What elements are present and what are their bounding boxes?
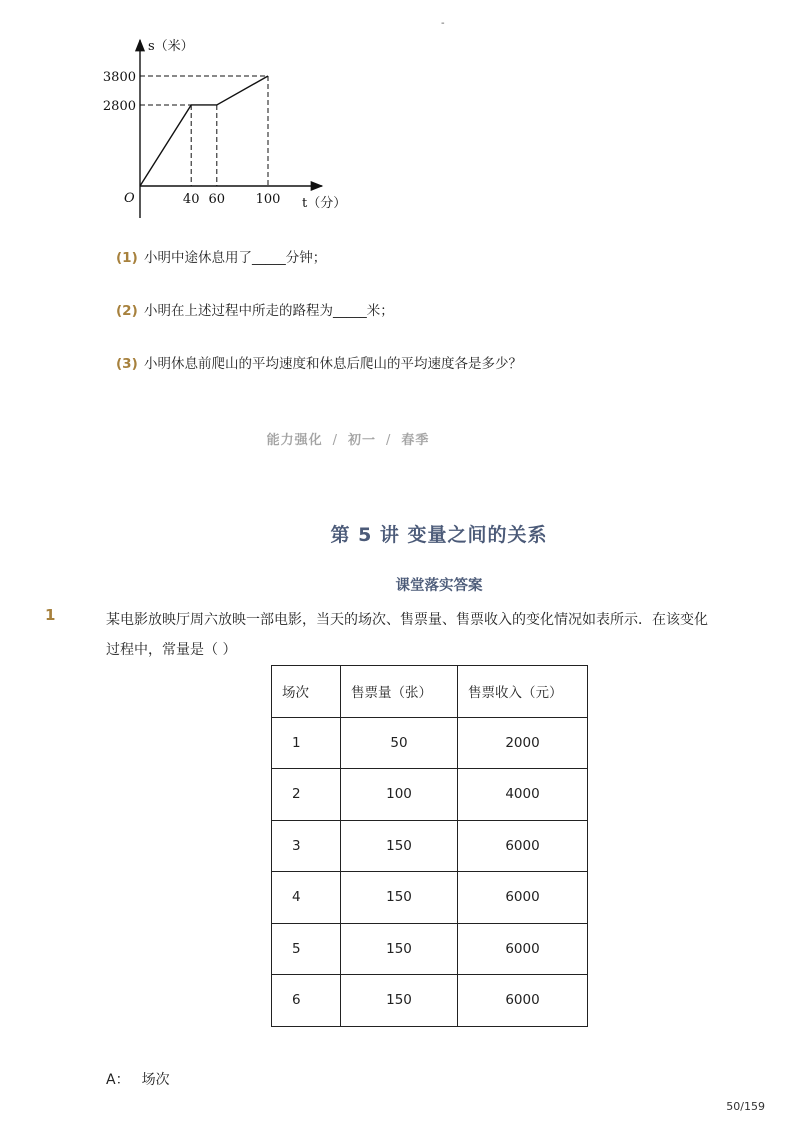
question-text: 小明在上述过程中所走的路程为_____米； xyxy=(144,303,394,319)
data-table xyxy=(271,665,588,1027)
table-cell: 6000 xyxy=(458,923,588,975)
x-axis-label: t（分） xyxy=(302,196,347,211)
table-cell: 6 xyxy=(272,975,341,1027)
tag-separator: / xyxy=(332,433,338,448)
lecture-title: 第 5 讲 变量之间的关系 xyxy=(330,524,548,546)
tag-part: 初一 xyxy=(347,433,376,448)
table-cell: 150 xyxy=(341,820,458,872)
question-3 xyxy=(116,352,522,372)
table-cell: 6000 xyxy=(458,820,588,872)
table-cell: 6000 xyxy=(458,975,588,1027)
table-cell: 50 xyxy=(341,717,458,769)
question-number: (1) xyxy=(116,250,138,266)
question-text: 小明中途休息用了_____分钟； xyxy=(144,250,327,266)
table-row xyxy=(272,820,588,872)
table-cell: 2000 xyxy=(458,717,588,769)
question-2 xyxy=(116,299,394,319)
series-line xyxy=(140,76,268,186)
table-cell: 2 xyxy=(272,769,341,821)
category-tag xyxy=(0,429,696,448)
option-label: A： xyxy=(106,1072,130,1088)
problem-text: 某电影放映厅周六放映一部电影，当天的场次、售票量、售票收入的变化情况如表所示．在该变化过程中，常量是（ ） xyxy=(106,612,708,658)
top-mark: - xyxy=(441,18,445,29)
section-title: 课堂落实答案 xyxy=(395,578,483,594)
table-cell: 4000 xyxy=(458,769,588,821)
x-tick-label: 60 xyxy=(208,192,226,207)
question-1 xyxy=(116,246,326,266)
table-row xyxy=(272,769,588,821)
table-header-cell: 售票量（张） xyxy=(341,666,458,718)
y-axis-label: s（米） xyxy=(148,39,194,54)
table-row xyxy=(272,975,588,1027)
table-header-cell: 场次 xyxy=(272,666,341,718)
table-cell: 3 xyxy=(272,820,341,872)
page-number: 50/159 xyxy=(726,1100,765,1113)
problem-number: 1 xyxy=(45,606,56,624)
question-number: (2) xyxy=(116,303,138,319)
y-tick-label: 3800 xyxy=(102,70,136,85)
option-text: 场次 xyxy=(141,1072,170,1088)
tag-separator: / xyxy=(386,433,392,448)
table-row xyxy=(272,923,588,975)
table-cell: 150 xyxy=(341,975,458,1027)
table-header-cell: 售票收入（元） xyxy=(458,666,588,718)
option-a[interactable] xyxy=(106,1069,170,1089)
table-header-row xyxy=(272,666,588,718)
table-row xyxy=(272,717,588,769)
question-text: 小明休息前爬山的平均速度和休息后爬山的平均速度各是多少？ xyxy=(144,356,523,372)
tag-part: 能力强化 xyxy=(266,433,323,448)
table-cell: 1 xyxy=(272,717,341,769)
question-number: (3) xyxy=(116,356,138,372)
table-cell: 4 xyxy=(272,872,341,924)
table-cell: 6000 xyxy=(458,872,588,924)
tag-part: 春季 xyxy=(401,433,430,448)
table-cell: 5 xyxy=(272,923,341,975)
x-tick-label: 100 xyxy=(255,192,281,207)
table-row xyxy=(272,872,588,924)
origin-label: O xyxy=(124,191,135,206)
table-cell: 100 xyxy=(341,769,458,821)
table-cell: 150 xyxy=(341,923,458,975)
x-tick-label: 40 xyxy=(182,192,200,207)
y-tick-label: 2800 xyxy=(102,98,136,114)
distance-time-graph xyxy=(0,0,360,225)
table-cell: 150 xyxy=(341,872,458,924)
